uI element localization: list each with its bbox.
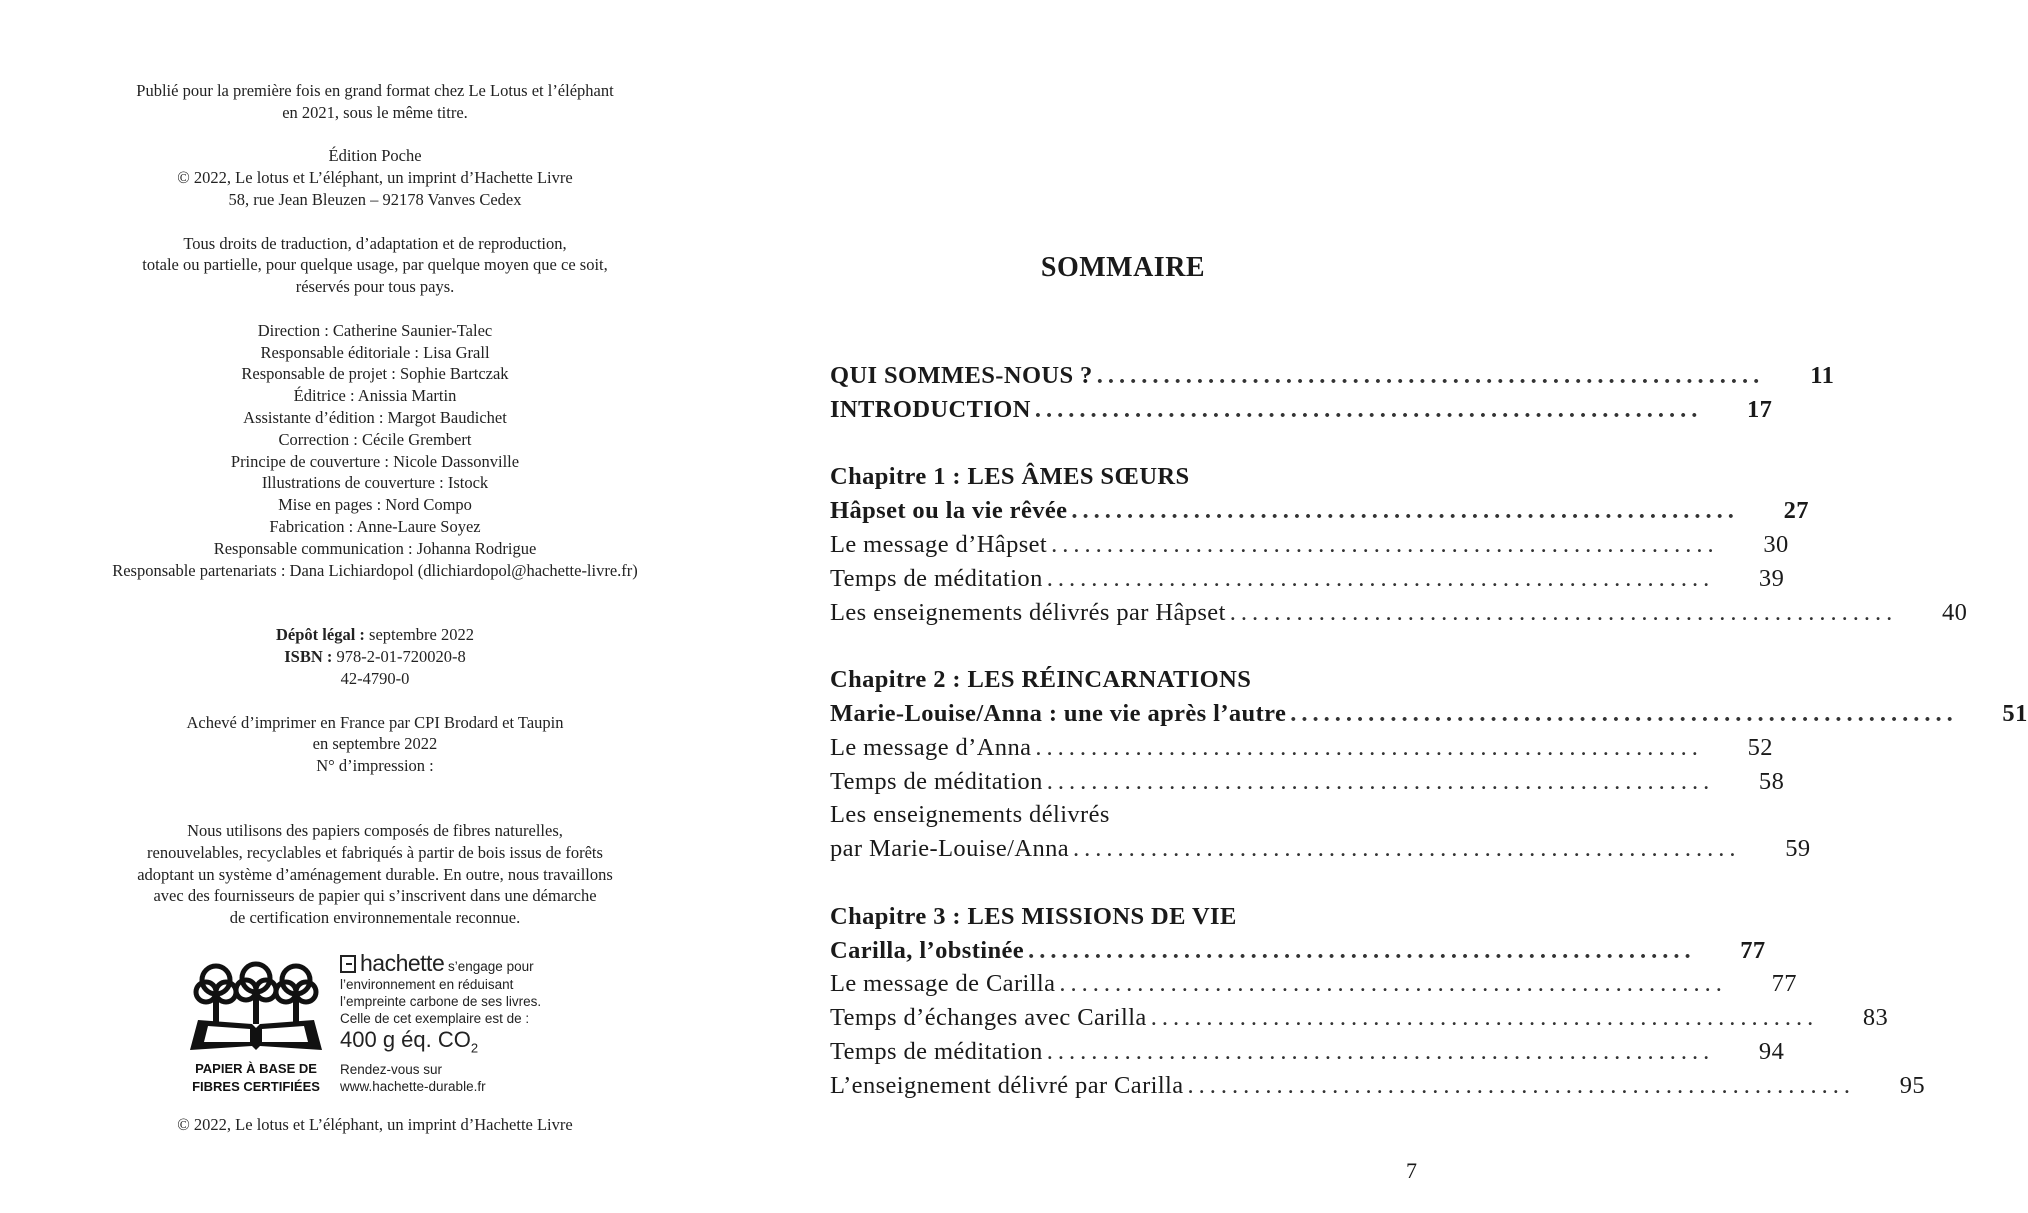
toc-entry-label: Temps d’échanges avec Carilla — [830, 1004, 1147, 1032]
depot-legal — [60, 624, 690, 646]
text-line: Achevé d’imprimer en France par CPI Brodard et Taupin — [186, 712, 564, 732]
credit-line: Responsable communication : Johanna Rodrigue — [213, 538, 537, 558]
toc-entry — [830, 767, 1785, 802]
edition-block — [60, 145, 690, 210]
toc-entry — [830, 564, 1785, 599]
eco-text1: s’engage pour — [448, 959, 534, 974]
toc-entry — [830, 970, 1797, 1004]
toc-page-number: 83 — [1862, 1004, 1889, 1032]
toc-page-number: 77 — [1771, 970, 1797, 998]
toc-page-number: 94 — [1758, 1037, 1785, 1065]
co2-value — [340, 1027, 580, 1061]
text-line: en septembre 2022 — [312, 734, 438, 754]
text-line: Nous utilisons des papiers composés de fibres naturelles, — [187, 820, 563, 840]
toc-entry — [830, 362, 1835, 396]
toc-gap — [830, 869, 1416, 903]
credit-line: Mise en pages : Nord Compo — [278, 495, 472, 515]
toc-entry-label: Chapitre 3 : LES MISSIONS DE VIE — [830, 902, 1237, 930]
code-line: 42-4790-0 — [340, 668, 410, 688]
toc-leader-dots: ............................................................ — [1071, 497, 1739, 525]
credit-line: Illustrations de couverture : Istock — [261, 473, 489, 493]
trees-book-icon — [186, 958, 326, 1058]
text-line: adoptant un système d’aménagement durable. En outre, nous travaillons — [137, 864, 613, 884]
toc-entry — [830, 497, 1809, 531]
text-line: Édition Poche — [328, 146, 422, 166]
toc-leader-dots: ............................................................ — [1150, 1004, 1819, 1032]
eco-line: l’empreinte carbone de ses livres. — [340, 994, 542, 1009]
legal-block — [60, 624, 690, 689]
credit-line: Responsable de projet : Sophie Bartczak — [241, 364, 509, 384]
toc-entry-label: par Marie-Louise/Anna — [830, 835, 1070, 863]
toc-leader-dots: ............................................................ — [1028, 936, 1696, 964]
text-line: avec des fournisseurs de papier qui s’inscrivent dans une démarche — [153, 886, 597, 906]
toc-leader-dots: ............................................................ — [1046, 767, 1715, 795]
credit-line: Responsable éditoriale : Lisa Grall — [260, 342, 490, 362]
credit-line: Fabrication : Anne-Laure Soyez — [269, 516, 481, 536]
credit-line: Éditrice : Anissia Martin — [293, 386, 457, 406]
toc-page-number: 11 — [1810, 362, 1835, 389]
eco-line: Rendez-vous sur — [340, 1062, 443, 1078]
hachette-logo-icon — [340, 955, 356, 973]
credits-block — [60, 320, 690, 582]
eco-label — [186, 950, 586, 1100]
toc-leader-dots: ............................................................ — [1046, 564, 1715, 592]
toc-chapter-heading — [830, 463, 1416, 497]
depot-label: Dépôt légal : — [276, 625, 365, 645]
eco-line: l’environnement en réduisant — [340, 977, 514, 992]
toc-chapter-heading — [830, 666, 1416, 700]
text-line: N° d’impression : — [316, 756, 434, 776]
depot-value: septembre 2022 — [369, 625, 474, 645]
certified-paper-logo — [186, 958, 326, 1098]
text-line: Publié pour la première fois en grand format chez Le Lotus et l’éléphant — [136, 81, 614, 100]
toc-entry — [830, 699, 2028, 734]
publication-note — [60, 80, 690, 124]
co2-amount: 400 g éq. CO — [340, 1027, 471, 1052]
toc-entry-label: Hâpset ou la vie rêvée — [830, 497, 1068, 525]
printing-block — [60, 712, 690, 777]
credit-line: Direction : Catherine Saunier-Talec — [257, 320, 493, 340]
toc-entry — [830, 530, 1789, 565]
toc-entry-label: Les enseignements délivrés par Hâpset — [830, 598, 1226, 626]
colophon — [60, 80, 690, 951]
credit-line: Responsable partenariats : Dana Lichiardopol (dlichiardopol@hachette-livre.fr) — [112, 560, 638, 580]
toc-entry-label: Temps de méditation — [830, 564, 1043, 592]
toc-entry — [830, 598, 1968, 633]
toc-entry-label: L’enseignement délivré par Carilla — [830, 1071, 1184, 1099]
isbn — [60, 646, 690, 668]
text-line: Tous droits de traduction, d’adaptation et de reproduction, — [183, 233, 567, 253]
toc-entry-label: QUI SOMMES-NOUS ? — [830, 362, 1093, 389]
toc-page-number: 77 — [1740, 936, 1766, 964]
toc-entry-label: Le message de Carilla — [830, 970, 1056, 998]
copyright-footer: © 2022, Le lotus et L’éléphant, un imprint d’Hachette Livre — [177, 1115, 573, 1134]
toc-entry — [830, 801, 1416, 835]
toc-entry — [830, 395, 1773, 430]
text-line: en 2021, sous le même titre. — [282, 102, 468, 122]
toc-page-number: 52 — [1747, 733, 1773, 761]
toc-page-number: 39 — [1758, 564, 1785, 592]
toc-page-number: 58 — [1758, 767, 1785, 795]
toc-title: SOMMAIRE — [1040, 252, 1206, 283]
toc-entry-label: INTRODUCTION — [830, 395, 1031, 423]
toc-entry-label: Temps de méditation — [830, 767, 1043, 795]
paper-block — [60, 820, 690, 929]
toc-entry — [830, 1071, 1926, 1106]
toc-leader-dots: ............................................................ — [1051, 530, 1719, 558]
text-line: 58, rue Jean Bleuzen – 92178 Vanves Cedex — [228, 189, 522, 209]
toc-page-number: 40 — [1941, 598, 1968, 626]
credit-line: Correction : Cécile Grembert — [278, 429, 472, 449]
toc-page-number: 17 — [1747, 395, 1773, 423]
logo-caption-line: FIBRES CERTIFIÉES — [192, 1079, 320, 1094]
toc-entry-label: Chapitre 2 : LES RÉINCARNATIONS — [830, 666, 1252, 694]
toc-chapter-heading — [830, 903, 1416, 937]
toc-entry — [830, 733, 1773, 768]
toc-entry-label: Les enseignements délivrés — [830, 801, 1110, 829]
eco-url: www.hachette-durable.fr — [340, 1079, 486, 1095]
eco-headline — [340, 950, 580, 976]
toc-entry — [830, 936, 1766, 971]
toc-entry-label: Carilla, l’obstinée — [830, 936, 1025, 964]
text-line: de certification environnementale reconnue. — [229, 908, 521, 928]
toc-page-number: 51 — [2002, 699, 2028, 727]
toc-leader-dots: ............................................................ — [1035, 733, 1703, 761]
isbn-label: ISBN : — [284, 647, 333, 667]
eco-text — [340, 950, 580, 1095]
text-line: © 2022, Le lotus et L’éléphant, un imprint d’Hachette Livre — [177, 168, 573, 188]
toc-entry — [830, 835, 1811, 869]
table-of-contents — [830, 362, 2028, 1106]
toc-entry-label: Temps de méditation — [830, 1037, 1043, 1065]
toc-leader-dots: ............................................................ — [1187, 1071, 1856, 1099]
toc-entry — [830, 1004, 1889, 1038]
text-line: totale ou partielle, pour quelque usage, par quelque moyen que ce soit, — [142, 255, 608, 275]
co2-subscript: 2 — [470, 1040, 479, 1056]
toc-page-number: 59 — [1785, 835, 1811, 863]
toc-page-number: 27 — [1783, 497, 1809, 525]
page-number: 7 — [1406, 1158, 1417, 1183]
rights-block — [60, 233, 690, 298]
text-line: réservés pour tous pays. — [295, 277, 455, 297]
credit-line: Principe de couverture : Nicole Dassonville — [230, 451, 520, 471]
toc-entry-label: Le message d’Hâpset — [830, 530, 1048, 558]
eco-line: Celle de cet exemplaire est de : — [340, 1011, 530, 1026]
toc-leader-dots: ............................................................ — [1096, 362, 1765, 389]
credit-line: Assistante d’édition : Margot Baudichet — [243, 407, 507, 427]
toc-entry-label: Chapitre 1 : LES ÂMES SŒURS — [830, 463, 1190, 491]
toc-entry-label: Le message d’Anna — [830, 733, 1032, 761]
toc-leader-dots: ............................................................ — [1229, 598, 1898, 626]
toc-gap — [830, 632, 1416, 666]
toc-entry — [830, 1037, 1785, 1072]
hachette-brand — [340, 950, 444, 976]
toc-gap — [830, 430, 1416, 464]
toc-leader-dots: ............................................................ — [1046, 1037, 1715, 1065]
brand-name: hachette — [360, 950, 445, 976]
isbn-value: 978-2-01-720020-8 — [336, 647, 466, 667]
logo-caption-line: PAPIER À BASE DE — [195, 1061, 317, 1076]
toc-entry-label: Marie-Louise/Anna : une vie après l’autre — [830, 699, 1287, 727]
toc-leader-dots: ............................................................ — [1059, 970, 1727, 998]
toc-page-number: 30 — [1763, 530, 1789, 558]
toc-leader-dots: ............................................................ — [1073, 835, 1741, 863]
toc-leader-dots: ............................................................ — [1290, 699, 1958, 727]
text-line: renouvelables, recyclables et fabriqués à partir de bois issus de forêts — [147, 842, 603, 862]
toc-leader-dots: ............................................................ — [1034, 395, 1703, 423]
toc-page-number: 95 — [1899, 1071, 1926, 1099]
